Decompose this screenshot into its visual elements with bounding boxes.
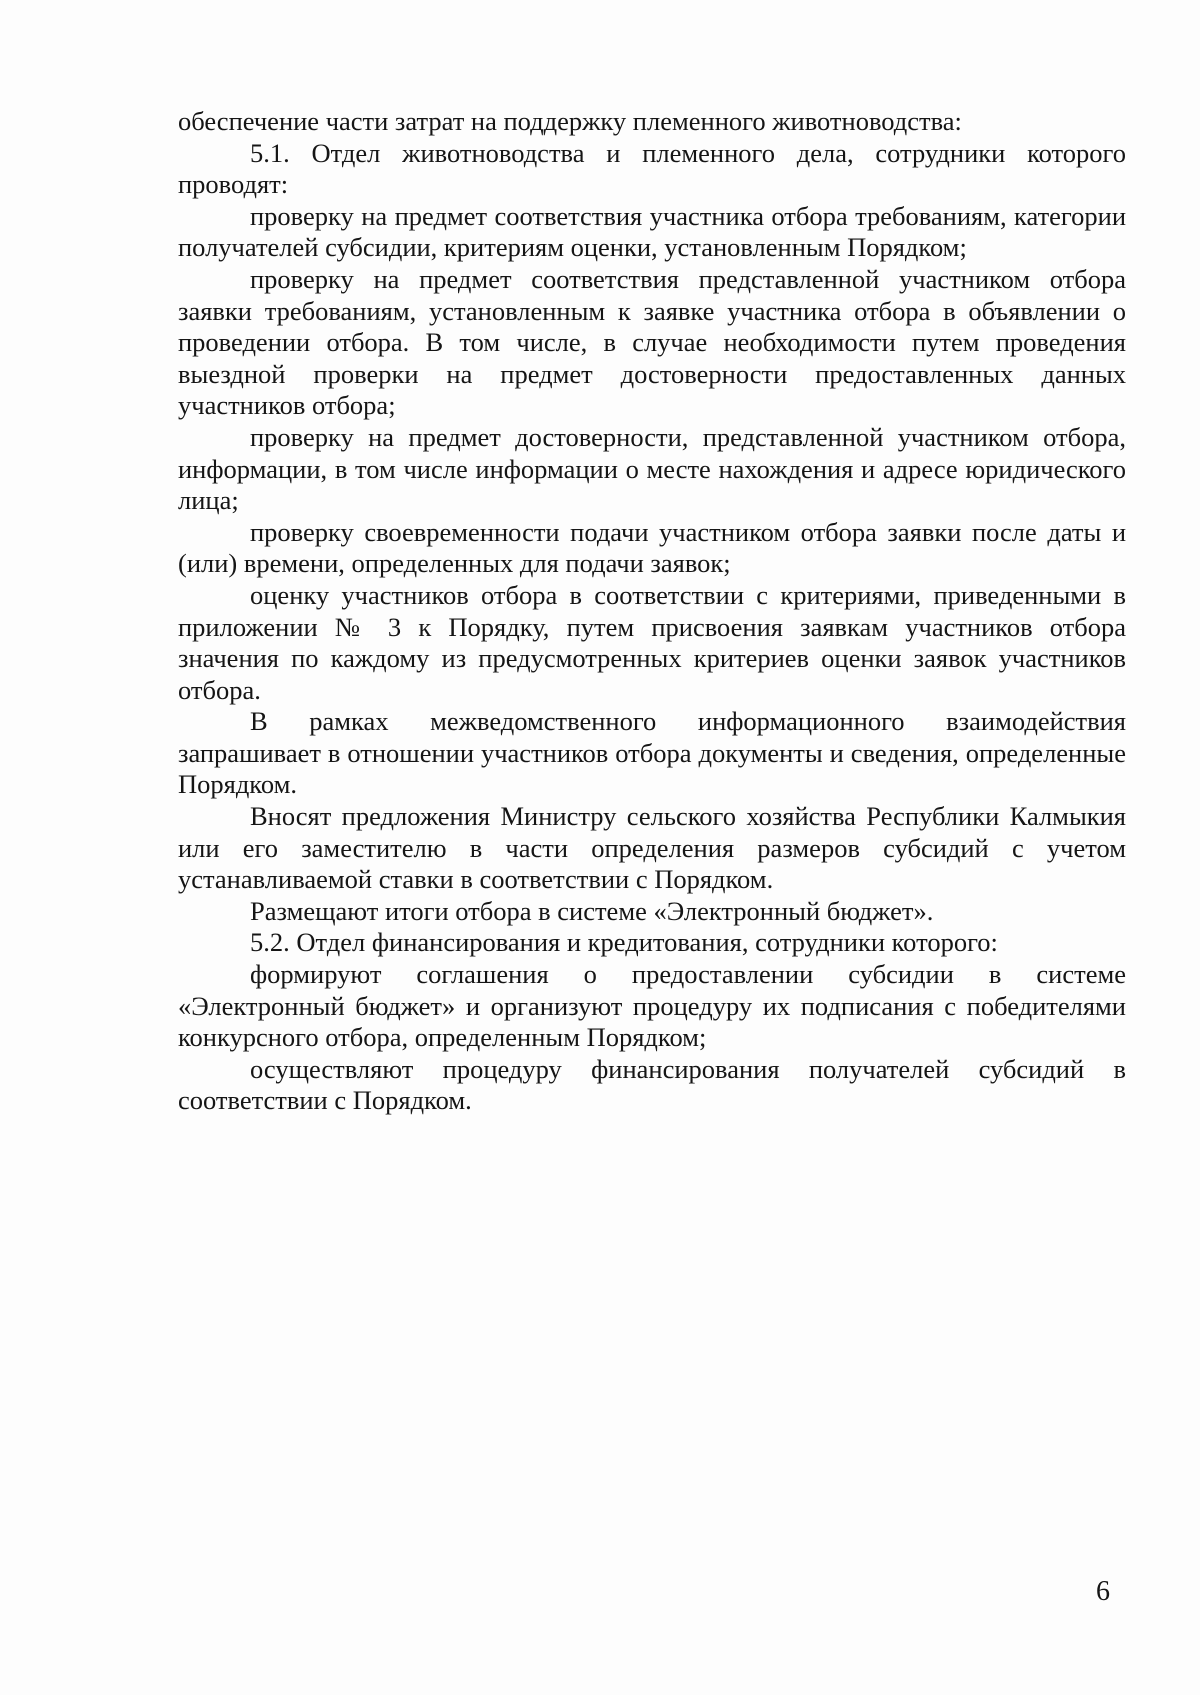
- paragraph-section-5-1: 5.1. Отдел животноводства и племенного дела, сотрудники которого проводят:: [178, 137, 1126, 200]
- paragraph-check-requirements: проверку на предмет соответствия участника отбора требованиям, категории получателей субсидии, критериям оценки, установленным Порядком;: [178, 200, 1126, 263]
- paragraph-evaluation: оценку участников отбора в соответствии с критериями, приведенными в приложении № 3 к Порядку, путем присвоения заявкам участников отбора значения по каждому из предусмотренных критериев оценки заявок участников отбора.: [178, 579, 1126, 705]
- paragraph-check-application: проверку на предмет соответствия представленной участником отбора заявки требованиям, установленным к заявке участника отбора в объявлении о проведении отбора. В том числе, в случае необходимости путем проведения выездной проверки на предмет достоверности предоставленных данных участников отбора;: [178, 263, 1126, 421]
- page-number: 6: [1096, 1576, 1110, 1607]
- paragraph-section-5-2: 5.2. Отдел финансирования и кредитования, сотрудники которого:: [250, 927, 998, 958]
- document-body: [178, 106, 1126, 1117]
- paragraph-check-reliability: проверку на предмет достоверности, представленной участником отбора, информации, в том числе информации о месте нахождения и адресе юридического лица;: [178, 421, 1126, 516]
- paragraph-publish-results: Размещают итоги отбора в системе «Электронный бюджет».: [250, 895, 934, 926]
- paragraph-proposals: Вносят предложения Министру сельского хозяйства Республики Калмыкия или его заместителю в части определения размеров субсидий с учетом устанавливаемой ставки в соответствии с Порядком.: [178, 801, 1126, 895]
- paragraph-check-timeliness: проверку своевременности подачи участником отбора заявки после даты и (или) времени, определенных для подачи заявок;: [178, 516, 1126, 579]
- paragraph-continuation: обеспечение части затрат на поддержку племенного животноводства:: [178, 106, 962, 136]
- paragraph-form-agreements: формируют соглашения о предоставлении субсидии в системе «Электронный бюджет» и организуют процедуру их подписания с победителями конкурсного отбора, определенным Порядком;: [178, 959, 1126, 1053]
- paragraph-interagency-request: В рамках межведомственного информационного взаимодействия запрашивает в отношении участников отбора документы и сведения, определенные Порядком.: [178, 706, 1126, 800]
- paragraph-financing: осуществляют процедуру финансирования получателей субсидий в соответствии с Порядком.: [178, 1053, 1126, 1116]
